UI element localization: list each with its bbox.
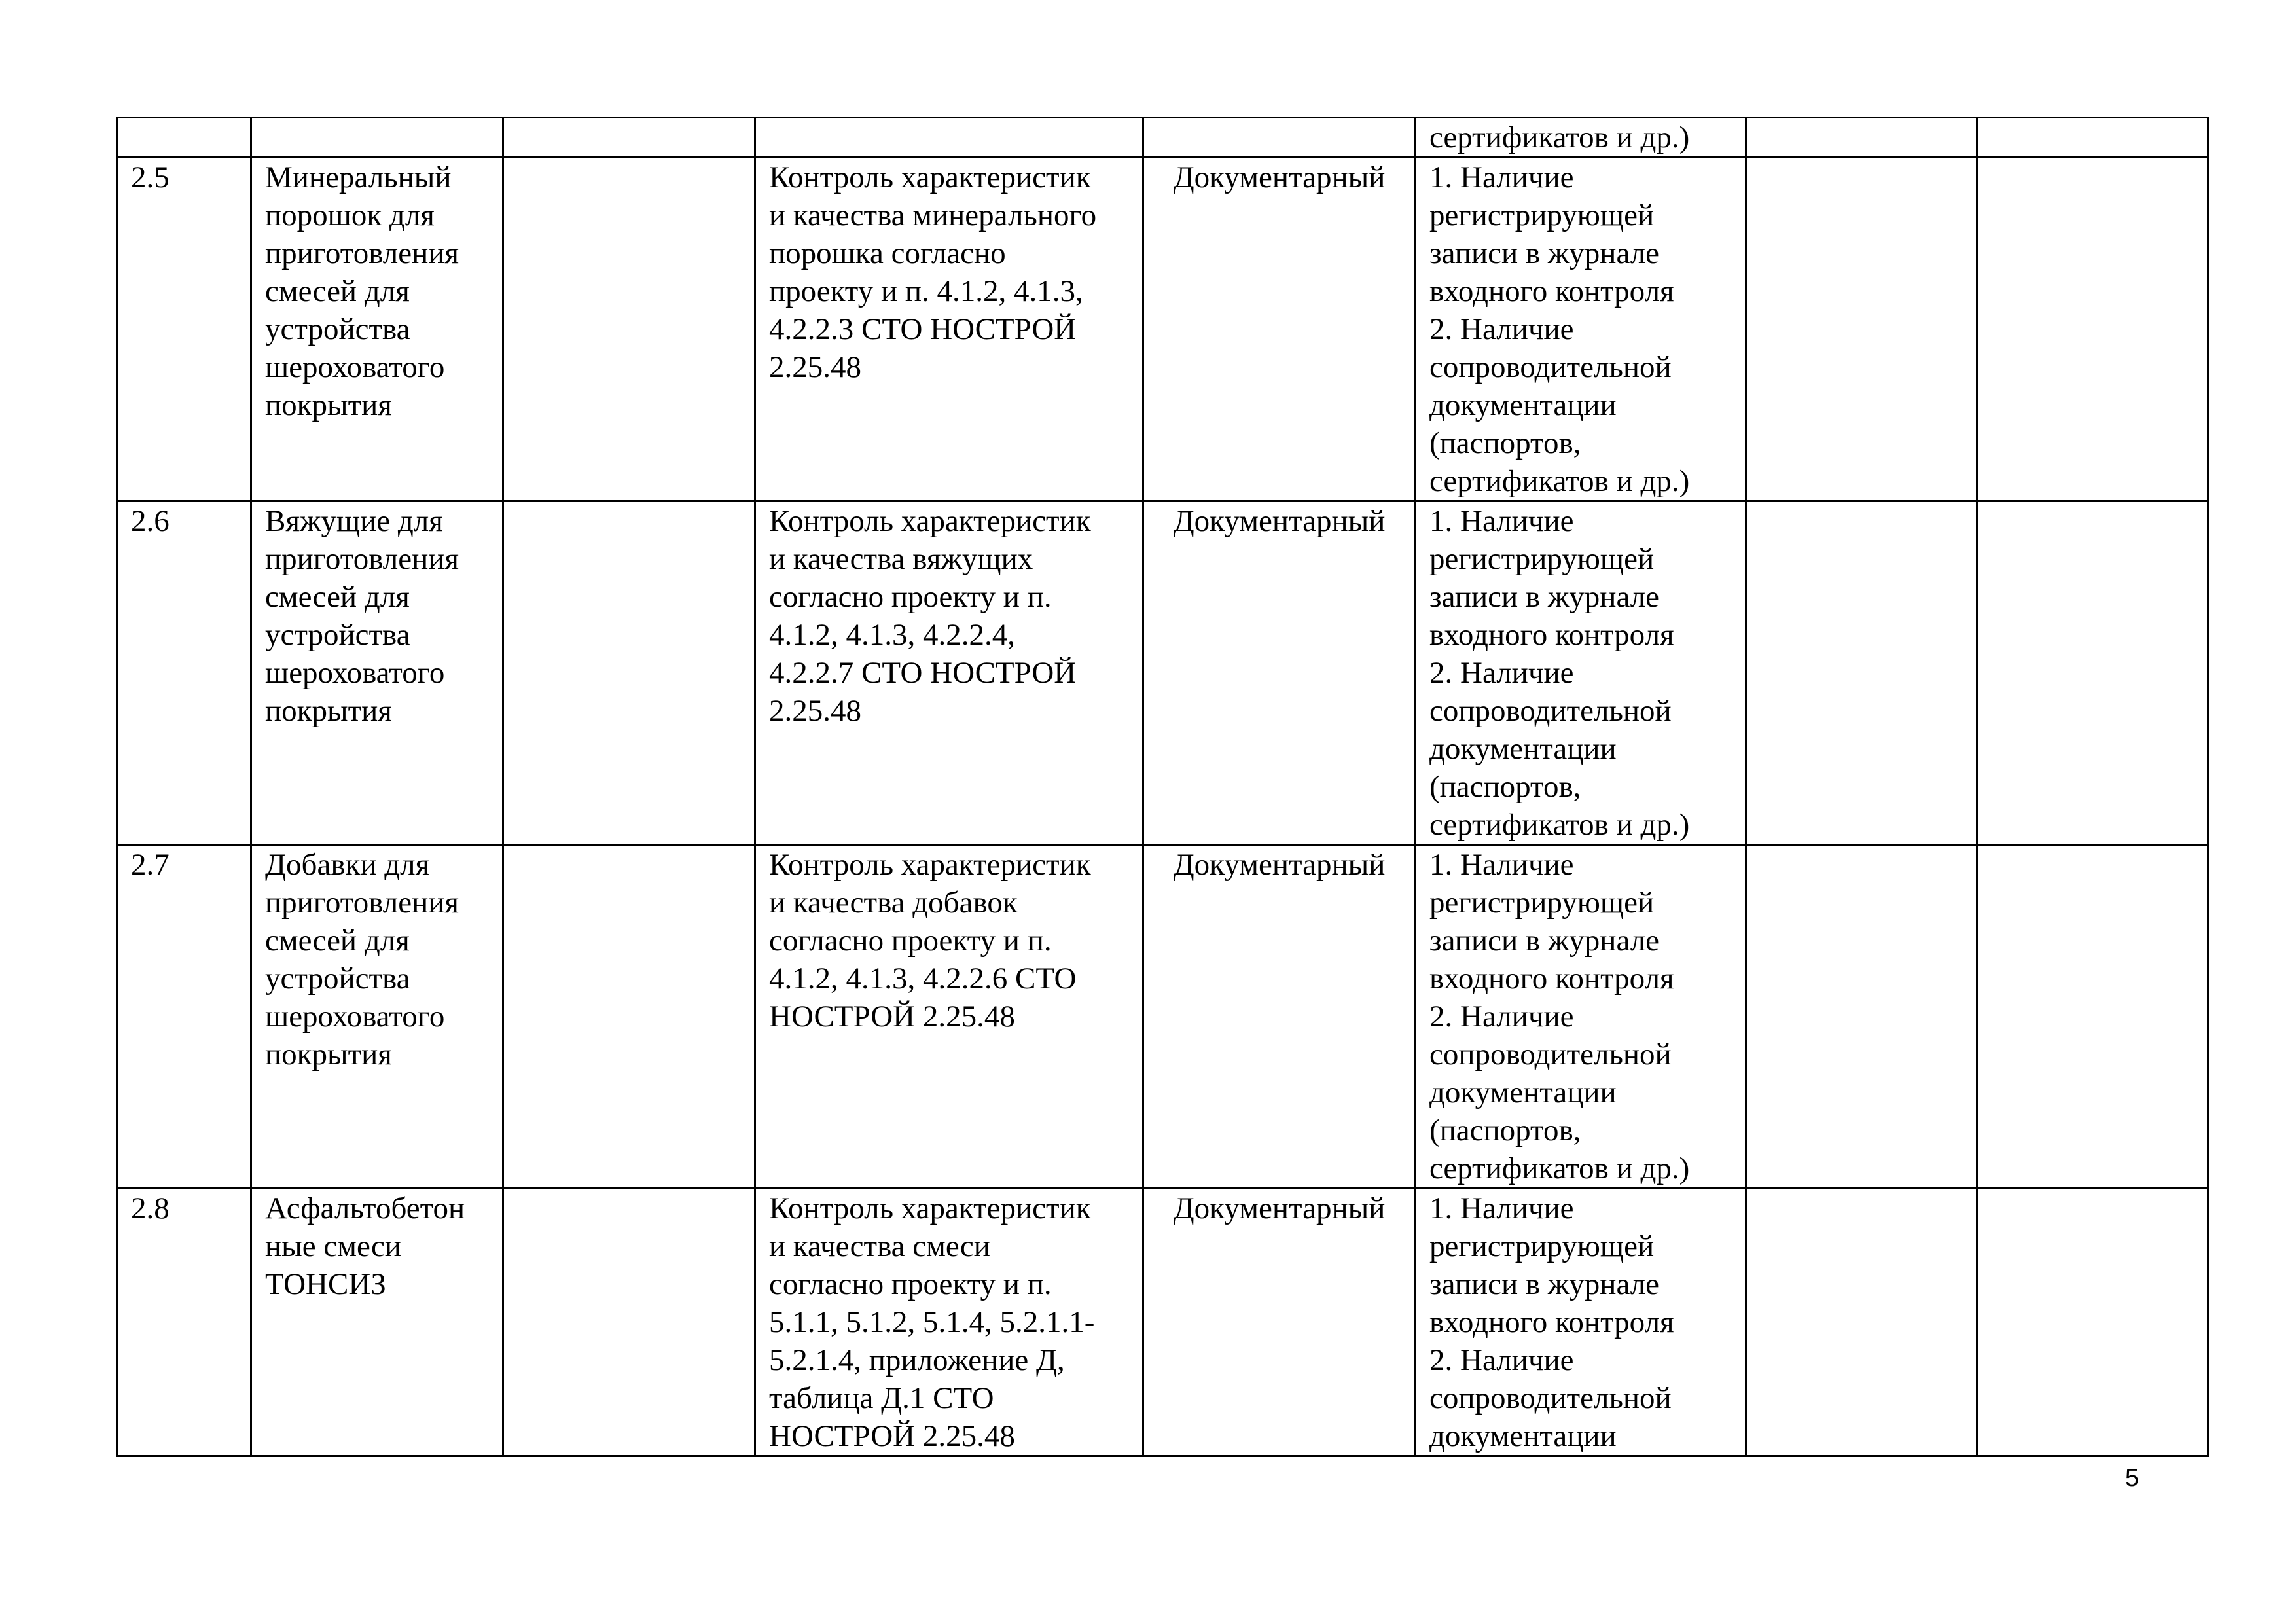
- cell-number: 2.7: [117, 845, 251, 1189]
- cell-number: 2.5: [117, 158, 251, 501]
- cell-method: Документарный: [1143, 158, 1416, 501]
- cell-control: Контроль характеристик и качества смеси согласно проекту и п. 5.1.1, 5.1.2, 5.1.4, 5.2.1.1- 5.2.1.4, приложение Д, таблица Д.1 СТО НОСТРОЙ 2.25.48: [755, 1189, 1143, 1456]
- cell-extra-2: [1977, 158, 2208, 501]
- cell-blank: [503, 158, 755, 501]
- cell-blank: [503, 845, 755, 1189]
- cell-method: Документарный: [1143, 501, 1416, 845]
- cell-blank: [503, 1189, 755, 1456]
- cell-material: Минеральный порошок для приготовления смесей для устройства шероховатого покрытия: [251, 158, 503, 501]
- input-control-table: [116, 117, 2209, 1457]
- cell-documents: 1. Наличие регистрирующей записи в журнале входного контроля 2. Наличие сопроводительной документации: [1416, 1189, 1746, 1456]
- cell-extra-2: [1977, 1189, 2208, 1456]
- table-row-continuation: [117, 118, 2208, 158]
- cell-method: Документарный: [1143, 1189, 1416, 1456]
- cell-extra-2: [1977, 118, 2208, 158]
- table-row: [117, 845, 2208, 1189]
- cell-extra-1: [1746, 158, 1977, 501]
- table-row: [117, 1189, 2208, 1456]
- cell-number: [117, 118, 251, 158]
- cell-extra-1: [1746, 501, 1977, 845]
- cell-material: Добавки для приготовления смесей для устройства шероховатого покрытия: [251, 845, 503, 1189]
- cell-documents: сертификатов и др.): [1416, 118, 1746, 158]
- cell-control: Контроль характеристик и качества вяжущих согласно проекту и п. 4.1.2, 4.1.3, 4.2.2.4, 4.2.2.7 СТО НОСТРОЙ 2.25.48: [755, 501, 1143, 845]
- cell-extra-2: [1977, 501, 2208, 845]
- cell-control: Контроль характеристик и качества минерального порошка согласно проекту и п. 4.1.2, 4.1.3, 4.2.2.3 СТО НОСТРОЙ 2.25.48: [755, 158, 1143, 501]
- cell-extra-2: [1977, 845, 2208, 1189]
- cell-number: 2.8: [117, 1189, 251, 1456]
- cell-number: 2.6: [117, 501, 251, 845]
- cell-control: Контроль характеристик и качества добавок согласно проекту и п. 4.1.2, 4.1.3, 4.2.2.6 СТО НОСТРОЙ 2.25.48: [755, 845, 1143, 1189]
- cell-material: Асфальтобетон ные смеси ТОНСИЗ: [251, 1189, 503, 1456]
- cell-control: [755, 118, 1143, 158]
- cell-material: Вяжущие для приготовления смесей для устройства шероховатого покрытия: [251, 501, 503, 845]
- cell-extra-1: [1746, 118, 1977, 158]
- cell-blank: [503, 501, 755, 845]
- cell-extra-1: [1746, 1189, 1977, 1456]
- cell-material: [251, 118, 503, 158]
- cell-blank: [503, 118, 755, 158]
- table-row: [117, 158, 2208, 501]
- cell-documents: 1. Наличие регистрирующей записи в журнале входного контроля 2. Наличие сопроводительной документации (паспортов, сертификатов и др.): [1416, 501, 1746, 845]
- cell-documents: 1. Наличие регистрирующей записи в журнале входного контроля 2. Наличие сопроводительной документации (паспортов, сертификатов и др.): [1416, 158, 1746, 501]
- table-row: [117, 501, 2208, 845]
- cell-extra-1: [1746, 845, 1977, 1189]
- page-number: 5: [2125, 1464, 2140, 1492]
- cell-method: Документарный: [1143, 845, 1416, 1189]
- cell-documents: 1. Наличие регистрирующей записи в журнале входного контроля 2. Наличие сопроводительной документации (паспортов, сертификатов и др.): [1416, 845, 1746, 1189]
- cell-method: [1143, 118, 1416, 158]
